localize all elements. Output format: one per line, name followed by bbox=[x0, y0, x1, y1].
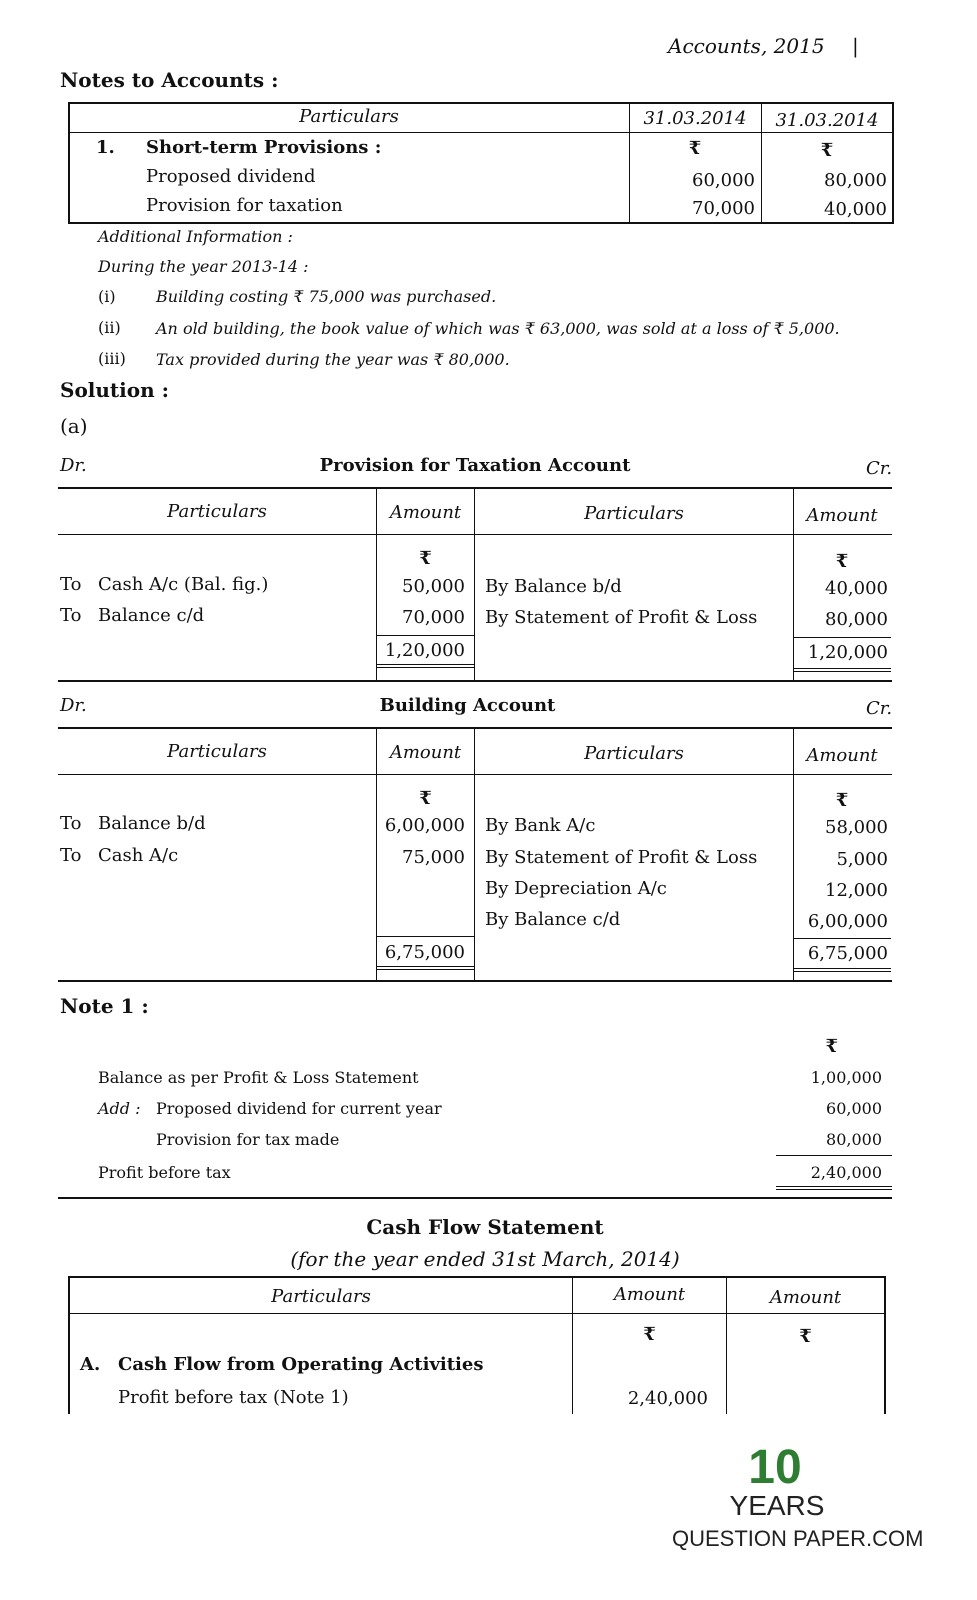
tax-credit-label: By Statement of Profit & Loss bbox=[485, 607, 758, 628]
cash-flow-row-label: Profit before tax (Note 1) bbox=[118, 1387, 349, 1408]
notes-row-value: 70,000 bbox=[692, 198, 755, 219]
building-debit-label: Balance b/d bbox=[98, 813, 206, 834]
note1-row-label: Proposed dividend for current year bbox=[156, 1099, 442, 1118]
cash-flow-header-particulars: Particulars bbox=[271, 1286, 371, 1307]
page-header-bar: | bbox=[852, 34, 859, 58]
tax-credit-amount: 80,000 bbox=[825, 609, 888, 630]
building-credit-label: By Statement of Profit & Loss bbox=[485, 847, 758, 868]
rupee-icon: ₹ bbox=[799, 1326, 812, 1347]
building-cr: Cr. bbox=[866, 698, 893, 719]
cash-flow-section-title: Cash Flow from Operating Activities bbox=[118, 1354, 484, 1375]
logo-site: QUESTION PAPER.COM bbox=[672, 1526, 924, 1551]
tax-account-title: Provision for Taxation Account bbox=[319, 455, 631, 476]
note1-row-label: Balance as per Profit & Loss Statement bbox=[98, 1068, 419, 1087]
building-credit-label: By Depreciation A/c bbox=[485, 878, 667, 899]
additional-item-no: (i) bbox=[98, 287, 116, 306]
cash-flow-header-amount2: Amount bbox=[769, 1287, 842, 1308]
cash-flow-row-amount: 2,40,000 bbox=[627, 1388, 708, 1409]
additional-item-text: Tax provided during the year was ₹ 80,000. bbox=[156, 350, 510, 369]
note1-total: 2,40,000 bbox=[810, 1163, 882, 1182]
building-dr: Dr. bbox=[60, 695, 87, 716]
building-debit-label: Cash A/c bbox=[98, 845, 179, 866]
cash-flow-subtitle: (for the year ended 31st March, 2014) bbox=[290, 1247, 680, 1271]
additional-year: During the year 2013-14 : bbox=[98, 257, 309, 276]
building-header-amount-cr: Amount bbox=[806, 745, 878, 766]
building-total-dr: 6,75,000 bbox=[384, 942, 465, 963]
notes-row-value: 60,000 bbox=[692, 170, 755, 191]
page-header-title: Accounts, 2015 bbox=[668, 34, 825, 58]
note1-row-label: Profit before tax bbox=[98, 1163, 231, 1182]
additional-title: Additional Information : bbox=[98, 227, 293, 246]
rupee-icon: ₹ bbox=[825, 1036, 838, 1057]
rupee-icon: ₹ bbox=[835, 790, 849, 811]
tax-total-dr: 1,20,000 bbox=[384, 640, 465, 661]
solution-title: Solution : bbox=[60, 378, 169, 402]
building-header-particulars-cr: Particulars bbox=[584, 743, 684, 764]
building-account-title: Building Account bbox=[379, 695, 556, 716]
notes-header-date2: 31.03.2014 bbox=[775, 110, 879, 131]
tax-dr: Dr. bbox=[60, 455, 87, 476]
building-debit-to: To bbox=[60, 845, 82, 866]
tax-debit-amount: 70,000 bbox=[402, 607, 465, 628]
building-credit-amount: 5,000 bbox=[836, 849, 888, 870]
tax-credit-label: By Balance b/d bbox=[485, 576, 622, 597]
notes-row-value: 40,000 bbox=[824, 199, 887, 220]
tax-debit-label: Cash A/c (Bal. fig.) bbox=[98, 574, 269, 595]
notes-item-no: 1. bbox=[96, 137, 115, 158]
logo-years: YEARS bbox=[729, 1490, 825, 1521]
tax-total-cr: 1,20,000 bbox=[807, 642, 888, 663]
notes-item-title: Short-term Provisions : bbox=[146, 137, 382, 158]
cash-flow-header-amount1: Amount bbox=[613, 1284, 686, 1305]
note1-row-amount: 1,00,000 bbox=[810, 1068, 882, 1087]
note1-add-prefix: Add : bbox=[98, 1099, 141, 1118]
tax-credit-amount: 40,000 bbox=[825, 578, 888, 599]
tax-debit-label: Balance c/d bbox=[98, 605, 205, 626]
rupee-icon: ₹ bbox=[419, 788, 432, 809]
note1-row-amount: 60,000 bbox=[826, 1099, 882, 1118]
building-credit-amount: 6,00,000 bbox=[807, 911, 888, 932]
tax-cr: Cr. bbox=[866, 458, 893, 479]
tax-header-particulars-cr: Particulars bbox=[584, 503, 684, 524]
building-debit-amount: 6,00,000 bbox=[384, 815, 465, 836]
building-total-cr: 6,75,000 bbox=[807, 943, 888, 964]
logo-number: 10 bbox=[748, 1441, 802, 1494]
note1-title: Note 1 : bbox=[60, 994, 149, 1018]
rupee-icon: ₹ bbox=[419, 548, 432, 569]
solution-part: (a) bbox=[60, 414, 88, 438]
tax-debit-amount: 50,000 bbox=[402, 576, 465, 597]
rupee-icon: ₹ bbox=[835, 551, 849, 572]
tax-header-particulars-dr: Particulars bbox=[167, 501, 267, 522]
notes-row-value: 80,000 bbox=[824, 170, 887, 191]
cash-flow-title: Cash Flow Statement bbox=[366, 1215, 604, 1239]
tax-debit-to: To bbox=[60, 574, 82, 595]
rupee-icon: ₹ bbox=[643, 1324, 656, 1345]
building-header-amount-dr: Amount bbox=[389, 742, 462, 763]
building-debit-to: To bbox=[60, 813, 82, 834]
additional-item-no: (iii) bbox=[98, 349, 126, 368]
notes-header-particulars: Particulars bbox=[299, 106, 399, 127]
building-credit-amount: 12,000 bbox=[825, 880, 888, 901]
notes-row-label: Provision for taxation bbox=[146, 195, 343, 216]
building-header-particulars-dr: Particulars bbox=[167, 741, 267, 762]
additional-item-text: Building costing ₹ 75,000 was purchased. bbox=[156, 287, 497, 306]
building-debit-amount: 75,000 bbox=[402, 847, 465, 868]
cash-flow-section-letter: A. bbox=[80, 1354, 101, 1375]
note1-row-amount: 80,000 bbox=[826, 1130, 882, 1149]
notes-header-date1: 31.03.2014 bbox=[643, 108, 747, 129]
building-credit-label: By Bank A/c bbox=[485, 815, 596, 836]
tax-header-amount-dr: Amount bbox=[389, 502, 462, 523]
building-credit-amount: 58,000 bbox=[825, 817, 888, 838]
additional-item-text: An old building, the book value of which was ₹ 63,000, was sold at a loss of ₹ 5,000. bbox=[156, 319, 840, 338]
additional-item-no: (ii) bbox=[98, 318, 121, 337]
notes-heading: Notes to Accounts : bbox=[60, 68, 279, 92]
note1-row-label: Provision for tax made bbox=[156, 1130, 340, 1149]
notes-row-label: Proposed dividend bbox=[146, 166, 316, 187]
rupee-icon: ₹ bbox=[688, 138, 702, 159]
tax-debit-to: To bbox=[60, 605, 82, 626]
tax-header-amount-cr: Amount bbox=[806, 505, 878, 526]
building-credit-label: By Balance c/d bbox=[485, 909, 621, 930]
rupee-icon: ₹ bbox=[820, 140, 834, 161]
